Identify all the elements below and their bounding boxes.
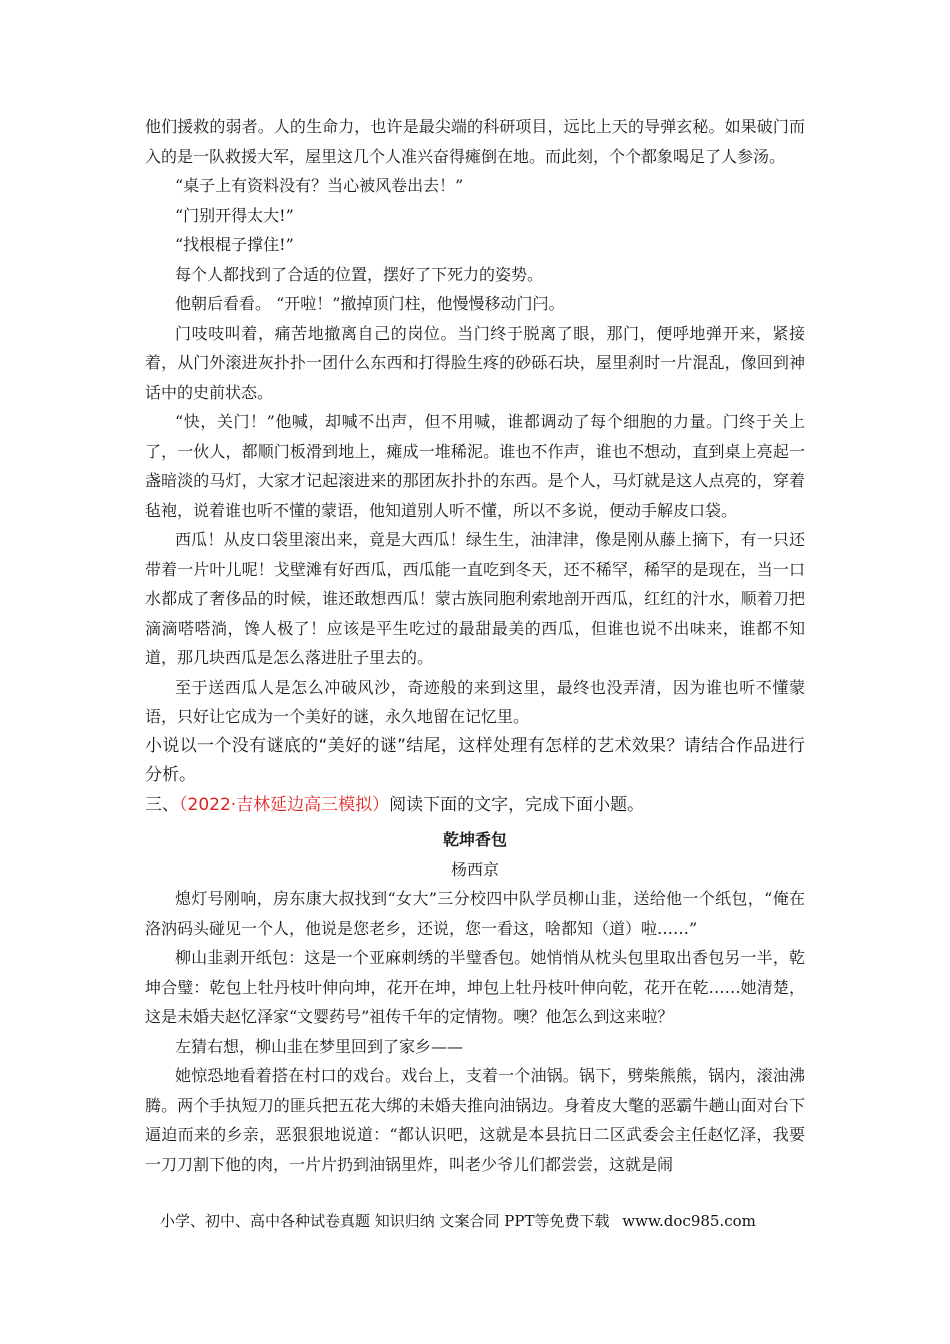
paragraph: 左猜右想，柳山韭在梦里回到了家乡——	[175, 1036, 464, 1056]
paragraph: “找根棍子撑住!”	[175, 235, 294, 254]
section-instruction: 阅读下面的文字，完成下面小题。	[389, 794, 645, 815]
paragraph: 西瓜！从皮口袋里滚出来，竟是大西瓜！绿生生，油津津，像是刚从藤上摘下，有一只还带着一片叶儿呢！戈壁滩有好西瓜，西瓜能一直吃到冬天，还不稀罕，稀罕的是现在，当一口水都成了奢侈品的时候，谁还敢想西瓜！蒙古族同胞利索地剖开西瓜，红红的汁水，顺着刀把滴滴嗒嗒淌，馋人极了！应该是平生吃过的最甜最美的西瓜，但谁也说不出味来，谁都不知道，那几块西瓜是怎么落进肚子里去的。	[145, 530, 805, 667]
paragraph: 每个人都找到了合适的位置，摆好了下死力的姿势。	[175, 264, 544, 284]
footer-text: 小学、初中、高中各种试卷真题 知识归纳 文案合同 PPT等免费下载	[160, 1212, 610, 1230]
story-author: 杨西京	[450, 860, 499, 879]
story-text	[145, 884, 805, 1179]
paragraph: 熄灯号刚响，房东康大叔找到“女大”三分校四中队学员柳山韭，送给他一个纸包，“俺在洛汭码头碰见一个人，他说是您老乡，还说，您一看这，啥都知（道）啦……”	[145, 889, 805, 938]
footer-url[interactable]: www.doc985.com	[622, 1212, 756, 1230]
story-title: 乾坤香包	[442, 830, 507, 849]
document-body	[145, 112, 805, 1179]
paragraph: “桌子上有资料没有？当心被风卷出去！”	[175, 176, 464, 195]
paragraph: 他朝后看看。 “开啦！”撤掉顶门柱，他慢慢移动门闩。	[175, 294, 565, 313]
paragraph: 门吱吱叫着，痛苦地撤离自己的岗位。当门终于脱离了眼，那门，便呼地弹开来，紧接着，从门外滚进灰扑扑一团什么东西和打得脸生疼的砂砾石块，屋里刹时一片混乱，像回到神话中的史前状态。	[145, 323, 805, 402]
paragraph: 他们援救的弱者。人的生命力，也许是最尖端的科研项目，远比上天的导弹玄秘。如果破门而入的是一队救援大军，屋里这几个人准兴奋得瘫倒在地。而此刻，个个都象喝足了人参汤。	[145, 117, 805, 166]
story-excerpt	[145, 112, 805, 732]
paragraph: 柳山韭剥开纸包：这是一个亚麻刺绣的半璧香包。她悄悄从枕头包里取出香包另一半，乾坤合璧：乾包上牡丹枝叶伸向坤，花开在坤，坤包上牡丹枝叶伸向乾，花开在乾……她清楚，这是未婚夫赵忆泽家“文婴药号”祖传千年的定情物。噢？他怎么到这来啦？	[145, 948, 805, 1026]
paragraph: “快，关门！”他喊，却喊不出声，但不用喊，谁都调动了每个细胞的力量。门终于关上了，一伙人，都顺门板滑到地上，瘫成一堆稀泥。谁也不作声，谁也不想动，直到桌上亮起一盏暗淡的马灯，大家才记起滚进来的那团灰扑扑的东西。是个人，马灯就是这人点亮的，穿着毡袍，说着谁也听不懂的蒙语，他知道别人听不懂，所以不多说，便动手解皮口袋。	[145, 412, 805, 520]
paragraph: 她惊恐地看着搭在村口的戏台。戏台上，支着一个油锅。锅下，劈柴熊熊，锅内，滚油沸腾。两个手执短刀的匪兵把五花大绑的未婚夫推向油锅边。身着皮大氅的恶霸牛趟山面对台下逼迫而来的乡亲，恶狠狠地说道：“都认识吧，这就是本县抗日二区武委会主任赵忆泽，我要一刀刀割下他的肉，一片片扔到油锅里炸，叫老少爷儿们都尝尝，这就是闹	[145, 1066, 805, 1174]
question-text: 小说以一个没有谜底的“美好的谜”结尾，这样处理有怎样的艺术效果？请结合作品进行分析。	[145, 735, 805, 785]
page-footer	[160, 1210, 820, 1231]
paragraph: “门别开得太大!”	[175, 205, 294, 225]
section-source: （2022·吉林延边高三模拟）	[179, 794, 390, 815]
section-header	[145, 791, 805, 821]
paragraph: 至于送西瓜人是怎么冲破风沙，奇迹般的来到这里，最终也没弄清，因为谁也听不懂蒙语，只好让它成为一个美好的谜，永久地留在记忆里。	[145, 677, 805, 726]
section-number: 三、	[145, 794, 179, 815]
